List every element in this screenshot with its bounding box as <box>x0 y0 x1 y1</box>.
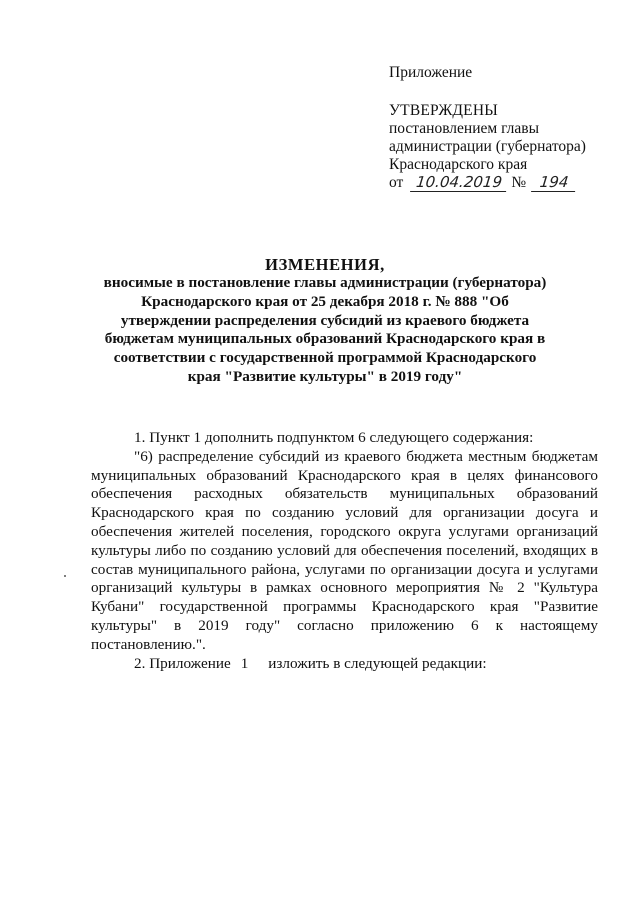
scan-speck <box>64 575 66 577</box>
title-heading: ИЗМЕНЕНИЯ, <box>265 255 385 274</box>
title-subtitle: вносимые в постановление главы администрации (губернатора) Краснодарского края от 25 декабря 2018 г. № 888 "Об утверждении распределения субсидий из краевого бюджета бюджетам муниципальных образований Краснодарского края в соответствии с государственной программой Краснодарского края "Развитие культуры" в 2019 году" <box>103 274 547 385</box>
item-1-intro: 1. Пункт 1 дополнить подпунктом 6 следующего содержания: <box>134 429 534 446</box>
handwritten-number: 194 <box>531 174 577 192</box>
number-sign: № <box>511 174 527 191</box>
item-2 <box>91 655 598 674</box>
item-2-prefix: 2. Приложение <box>134 654 231 672</box>
date-prefix: от <box>389 174 404 191</box>
item-1-text: "6) распределение субсидий из краевого бюджета местным бюджетам муниципальных образований Краснодарского края в целях финансового обеспечения расходных обязательств муниципальных образований Краснодарского края по созданию условий для организации досуга и обеспечения жителей поселения, городского округа услугами организаций культуры либо по созданию условий для обеспечения поселений, входящих в состав муниципального района, услугами по организации досуга и услугами организаций культуры в рамках основного мероприятия № 2 "Культура Кубани" государственной программы Краснодарского края "Развитие культуры" в 2019 году" согласно приложению 6 к настоящему постановлению.". <box>91 447 598 653</box>
approval-stamp <box>389 64 619 192</box>
approval-date-line <box>389 174 619 192</box>
handwritten-date: 10.04.2019 <box>410 174 508 192</box>
document-body <box>91 429 598 673</box>
approval-line-1: постановлением главы <box>389 120 539 137</box>
appendix-label: Приложение <box>389 64 473 81</box>
item-2-number: 1 <box>240 654 249 672</box>
document-title <box>100 255 550 387</box>
approval-line-2: администрации (губернатора) <box>389 138 586 155</box>
approved-label: УТВЕРЖДЕНЫ <box>389 102 498 119</box>
approval-line-3: Краснодарского края <box>389 156 528 173</box>
item-2-suffix: изложить в следующей редакции: <box>268 654 487 672</box>
